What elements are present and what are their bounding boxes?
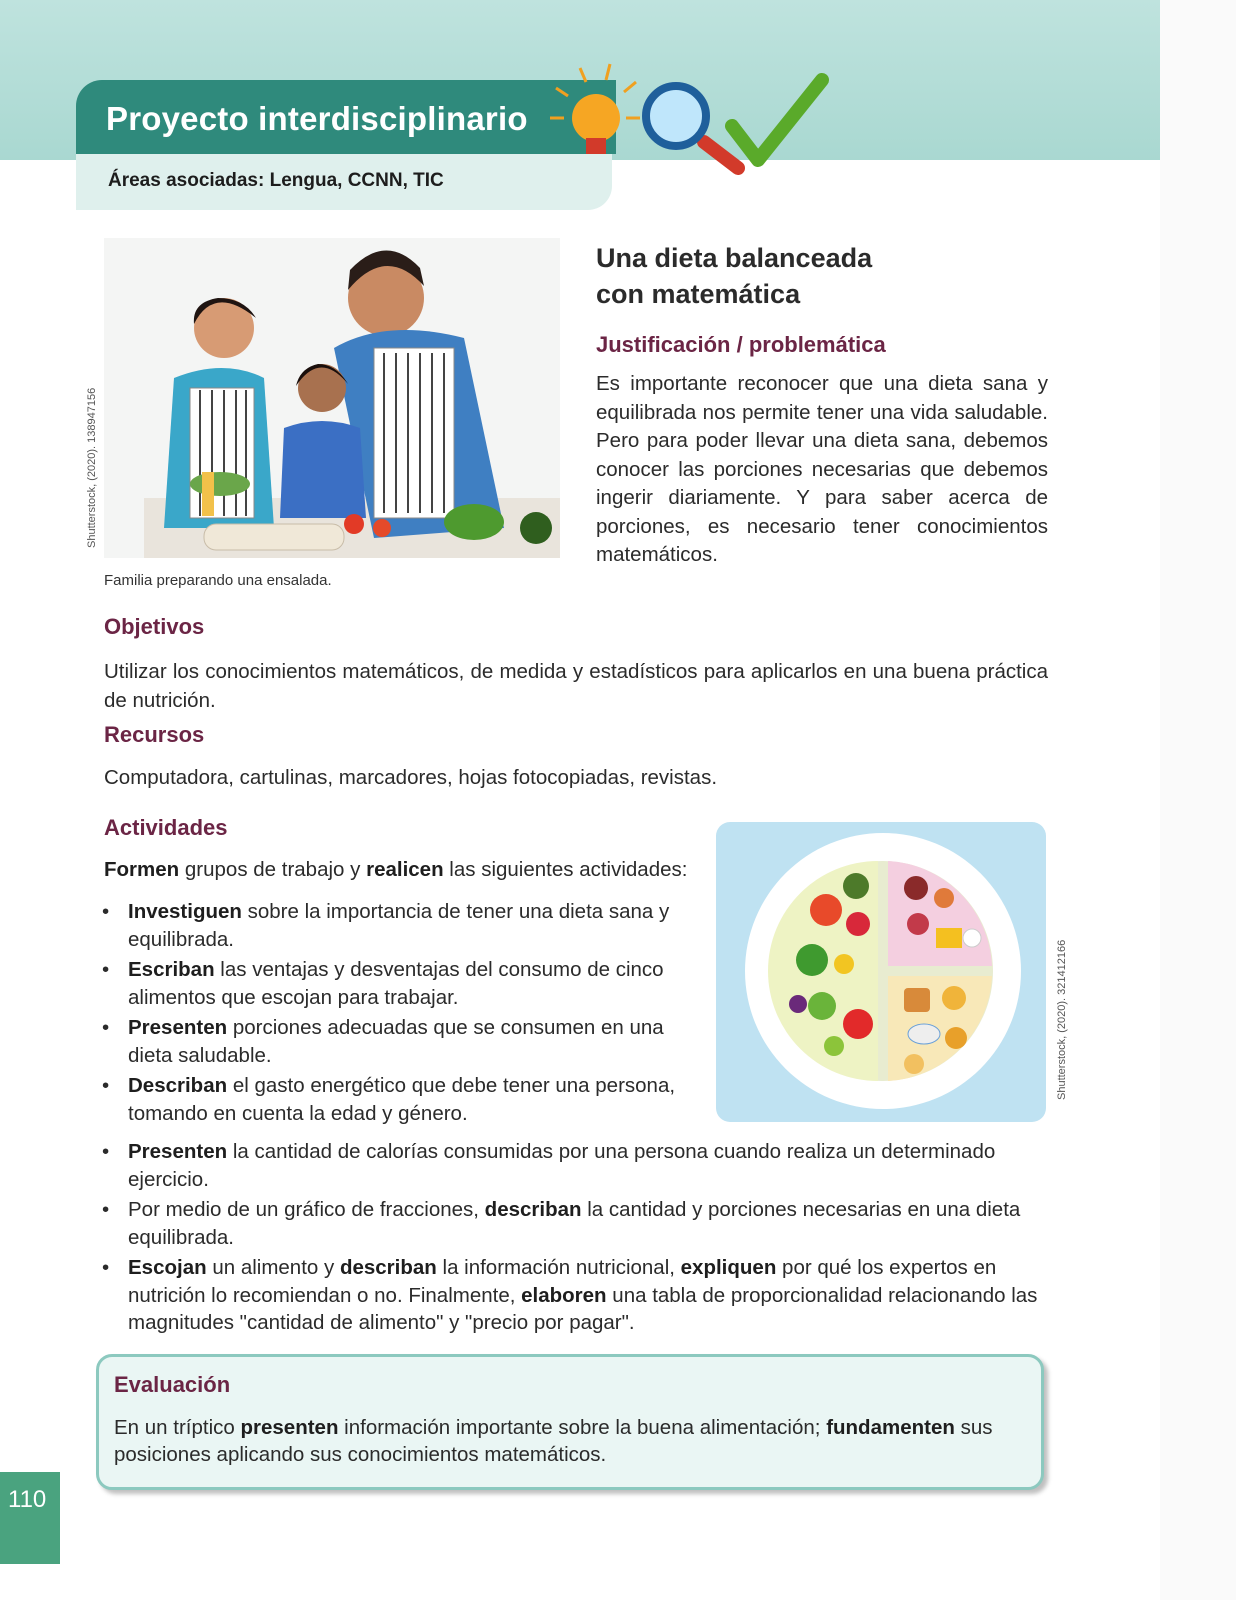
healthy-plate-illustration xyxy=(740,828,1030,1118)
page-title: Proyecto interdisciplinario xyxy=(106,100,528,137)
plate-credit: Shutterstock, (2020). 321412166 xyxy=(1056,939,1068,1100)
activities-intro xyxy=(104,856,704,885)
activity-verb: Investiguen xyxy=(128,900,242,923)
magnifier-icon xyxy=(646,86,738,168)
evaluation-text-2: información importante sobre la buena alimentación; xyxy=(338,1416,827,1439)
activity-item xyxy=(102,956,694,1011)
evaluation-text xyxy=(114,1414,1026,1468)
activity-verb: expliquen xyxy=(680,1256,777,1279)
activity-text: porciones adecuadas que se consumen en una dieta saludable. xyxy=(128,1016,664,1067)
activity-item xyxy=(102,1196,1048,1251)
activity-verb: describan xyxy=(339,1256,437,1279)
page-number: 110 xyxy=(8,1486,47,1513)
intro-verb-1: Formen xyxy=(104,858,180,881)
photo-credit: Shutterstock, (2020). 138947156 xyxy=(86,387,98,548)
activity-text: una tabla de proporcionalidad relacionando las magnitudes "cantidad de alimento" y "precio por pagar". xyxy=(128,1283,1038,1334)
activity-item xyxy=(102,1072,694,1127)
justification-text: Es importante reconocer que una dieta sana y equilibrada nos permite tener una vida saludable. Pero para poder llevar una dieta sana, debemos conocer las porciones necesarias que debemos ingerir diariamente. Y para saber acerca de porciones, es necesario tener conocimientos matemáticos. xyxy=(596,372,1048,566)
objectives-heading: Objetivos xyxy=(104,614,205,639)
activity-text: la información nutricional, xyxy=(436,1256,681,1279)
activity-text: sobre la importancia de tener una dieta sana y equilibrada. xyxy=(128,900,670,951)
project-title-line2: con matemática xyxy=(596,279,801,309)
activity-text: la cantidad de calorías consumidas por una persona cuando realiza un determinado ejercicio. xyxy=(128,1140,996,1191)
evaluation-text-3: sus posiciones aplicando sus conocimientos matemáticos. xyxy=(114,1416,993,1466)
activity-list-left xyxy=(102,898,694,1130)
lightbulb-icon xyxy=(550,64,640,154)
activity-verb: Describan xyxy=(128,1074,228,1097)
evaluation-text-1: En un tríptico xyxy=(114,1416,241,1439)
activity-text: la cantidad y porciones necesarias en una dieta equilibrada. xyxy=(128,1198,1021,1249)
activity-item xyxy=(102,1254,1048,1337)
intro-text-1: grupos de trabajo y xyxy=(179,858,367,881)
activity-item xyxy=(102,1014,694,1069)
associated-areas: Áreas asociadas: Lengua, CCNN, TIC xyxy=(108,170,444,191)
activity-item xyxy=(102,898,694,953)
activity-verb: Escriban xyxy=(128,958,215,981)
evaluation-verb-2: fundamenten xyxy=(826,1416,955,1439)
activity-verb: elaboren xyxy=(521,1283,607,1307)
activity-item xyxy=(102,1138,1048,1193)
evaluation-heading: Evaluación xyxy=(114,1372,231,1397)
project-title xyxy=(596,240,872,312)
photo-caption: Familia preparando una ensalada. xyxy=(104,572,332,589)
activity-text: un alimento y xyxy=(206,1256,340,1279)
activity-text: Por medio de un gráfico de fracciones, xyxy=(128,1198,485,1221)
intro-verb-2: realicen xyxy=(366,858,444,881)
justification-heading: Justificación / problemática xyxy=(596,332,886,357)
activity-verb: Escojan xyxy=(128,1256,207,1279)
activity-verb: Presenten xyxy=(128,1140,228,1163)
activity-list-full xyxy=(102,1138,1048,1340)
activity-verb: Presenten xyxy=(128,1016,228,1039)
activities-heading: Actividades xyxy=(104,815,228,840)
evaluation-verb-1: presenten xyxy=(240,1416,339,1439)
activity-verb: describan xyxy=(484,1198,582,1221)
header-icons xyxy=(536,56,836,186)
checkmark-icon xyxy=(732,80,822,160)
activity-text: las ventajas y desventajas del consumo de cinco alimentos que escojan para trabajar. xyxy=(128,958,664,1009)
family-photo xyxy=(104,238,560,558)
activity-text: el gasto energético que debe tener una persona, tomando en cuenta la edad y género. xyxy=(128,1074,676,1125)
project-title-line1: Una dieta balanceada xyxy=(596,243,873,273)
page-margin xyxy=(1160,0,1236,1600)
resources-text: Computadora, cartulinas, marcadores, hojas fotocopiadas, revistas. xyxy=(104,766,718,789)
activity-text: por qué los expertos en nutrición lo recomiendan o no. Finalmente, xyxy=(128,1256,997,1307)
intro-text-2: las siguientes actividades: xyxy=(443,858,688,881)
objectives-text: Utilizar los conocimientos matemáticos, de medida y estadísticos para aplicarlos en una buena práctica de nutrición. xyxy=(104,660,1048,712)
resources-heading: Recursos xyxy=(104,722,205,747)
